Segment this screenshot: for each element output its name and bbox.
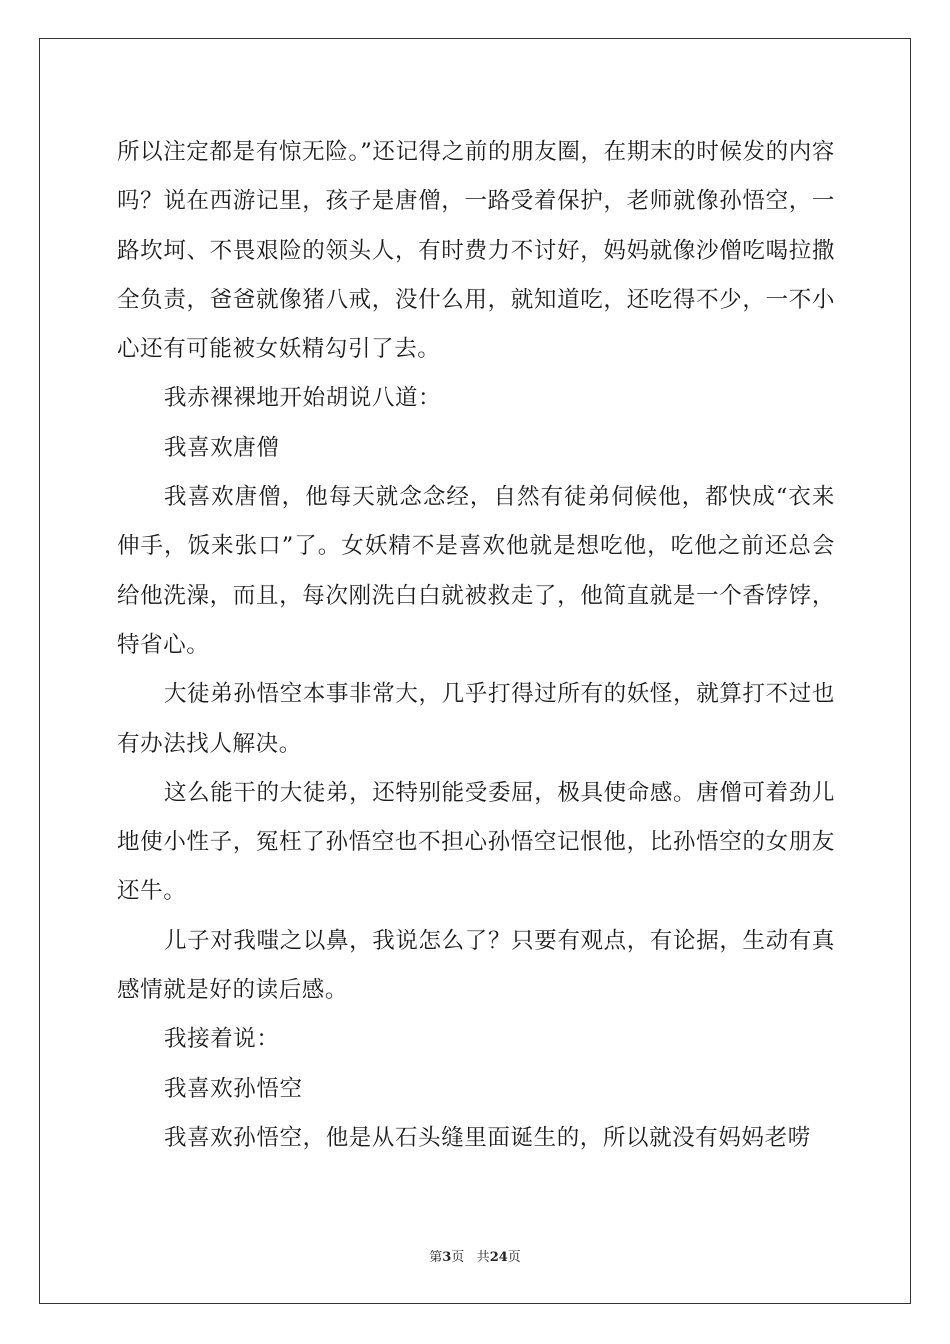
- paragraph-10: 我喜欢孙悟空，他是从石头缝里面诞生的，所以就没有妈妈老唠: [164, 1124, 811, 1151]
- document-body: [117, 128, 835, 1163]
- paragraph-2: 我赤裸裸地开始胡说八道：: [164, 385, 442, 412]
- footer-total-prefix: 共: [476, 1250, 490, 1265]
- paragraph-6: 这么能干的大徒弟，还特别能受委屈，极具使命感。唐僧可着劲儿地使小性子，冤枉了孙悟空也不担心孙悟空记恨他，比孙悟空的女朋友还牛。: [117, 779, 835, 905]
- footer-total-suffix: 页: [507, 1250, 521, 1265]
- paragraph-7: 儿子对我嗤之以鼻，我说怎么了？只要有观点，有论据，生动有真感情就是好的读后感。: [117, 927, 835, 1004]
- paragraph-4: 我喜欢唐僧，他每天就念念经，自然有徒弟伺候他，都快成“衣来伸手，饭来张口”了。女妖精不是喜欢他就是想吃他，吃他之前还总会给他洗澡，而且，每次刚洗白白就被救走了，他简直就是一个香饽饽，特省心。: [117, 484, 835, 658]
- paragraph-8: 我接着说：: [164, 1026, 280, 1053]
- paragraph-1: 所以注定都是有惊无险。”还记得之前的朋友圈，在期末的时候发的内容吗？说在西游记里，孩子是唐僧，一路受着保护，老师就像孙悟空，一路坎坷、不畏艰险的领头人，有时费力不讨好，妈妈就像沙僧吃喝拉撒全负责，爸爸就像猪八戒，没什么用，就知道吃，还吃得不少，一不小心还有可能被女妖精勾引了去。: [117, 139, 835, 363]
- paragraph-3: 我喜欢唐僧: [164, 434, 280, 461]
- footer-prefix: 第: [429, 1250, 443, 1265]
- footer-page-suffix: 页: [451, 1250, 465, 1265]
- footer-total-pages: 24: [489, 1250, 508, 1265]
- paragraph-5: 大徒弟孙悟空本事非常大，几乎打得过所有的妖怪，就算打不过也有办法找人解决。: [117, 681, 835, 757]
- paragraph-9: 我喜欢孙悟空: [164, 1075, 303, 1102]
- footer-page-number: 3: [442, 1250, 452, 1265]
- page-footer: [0, 1246, 950, 1265]
